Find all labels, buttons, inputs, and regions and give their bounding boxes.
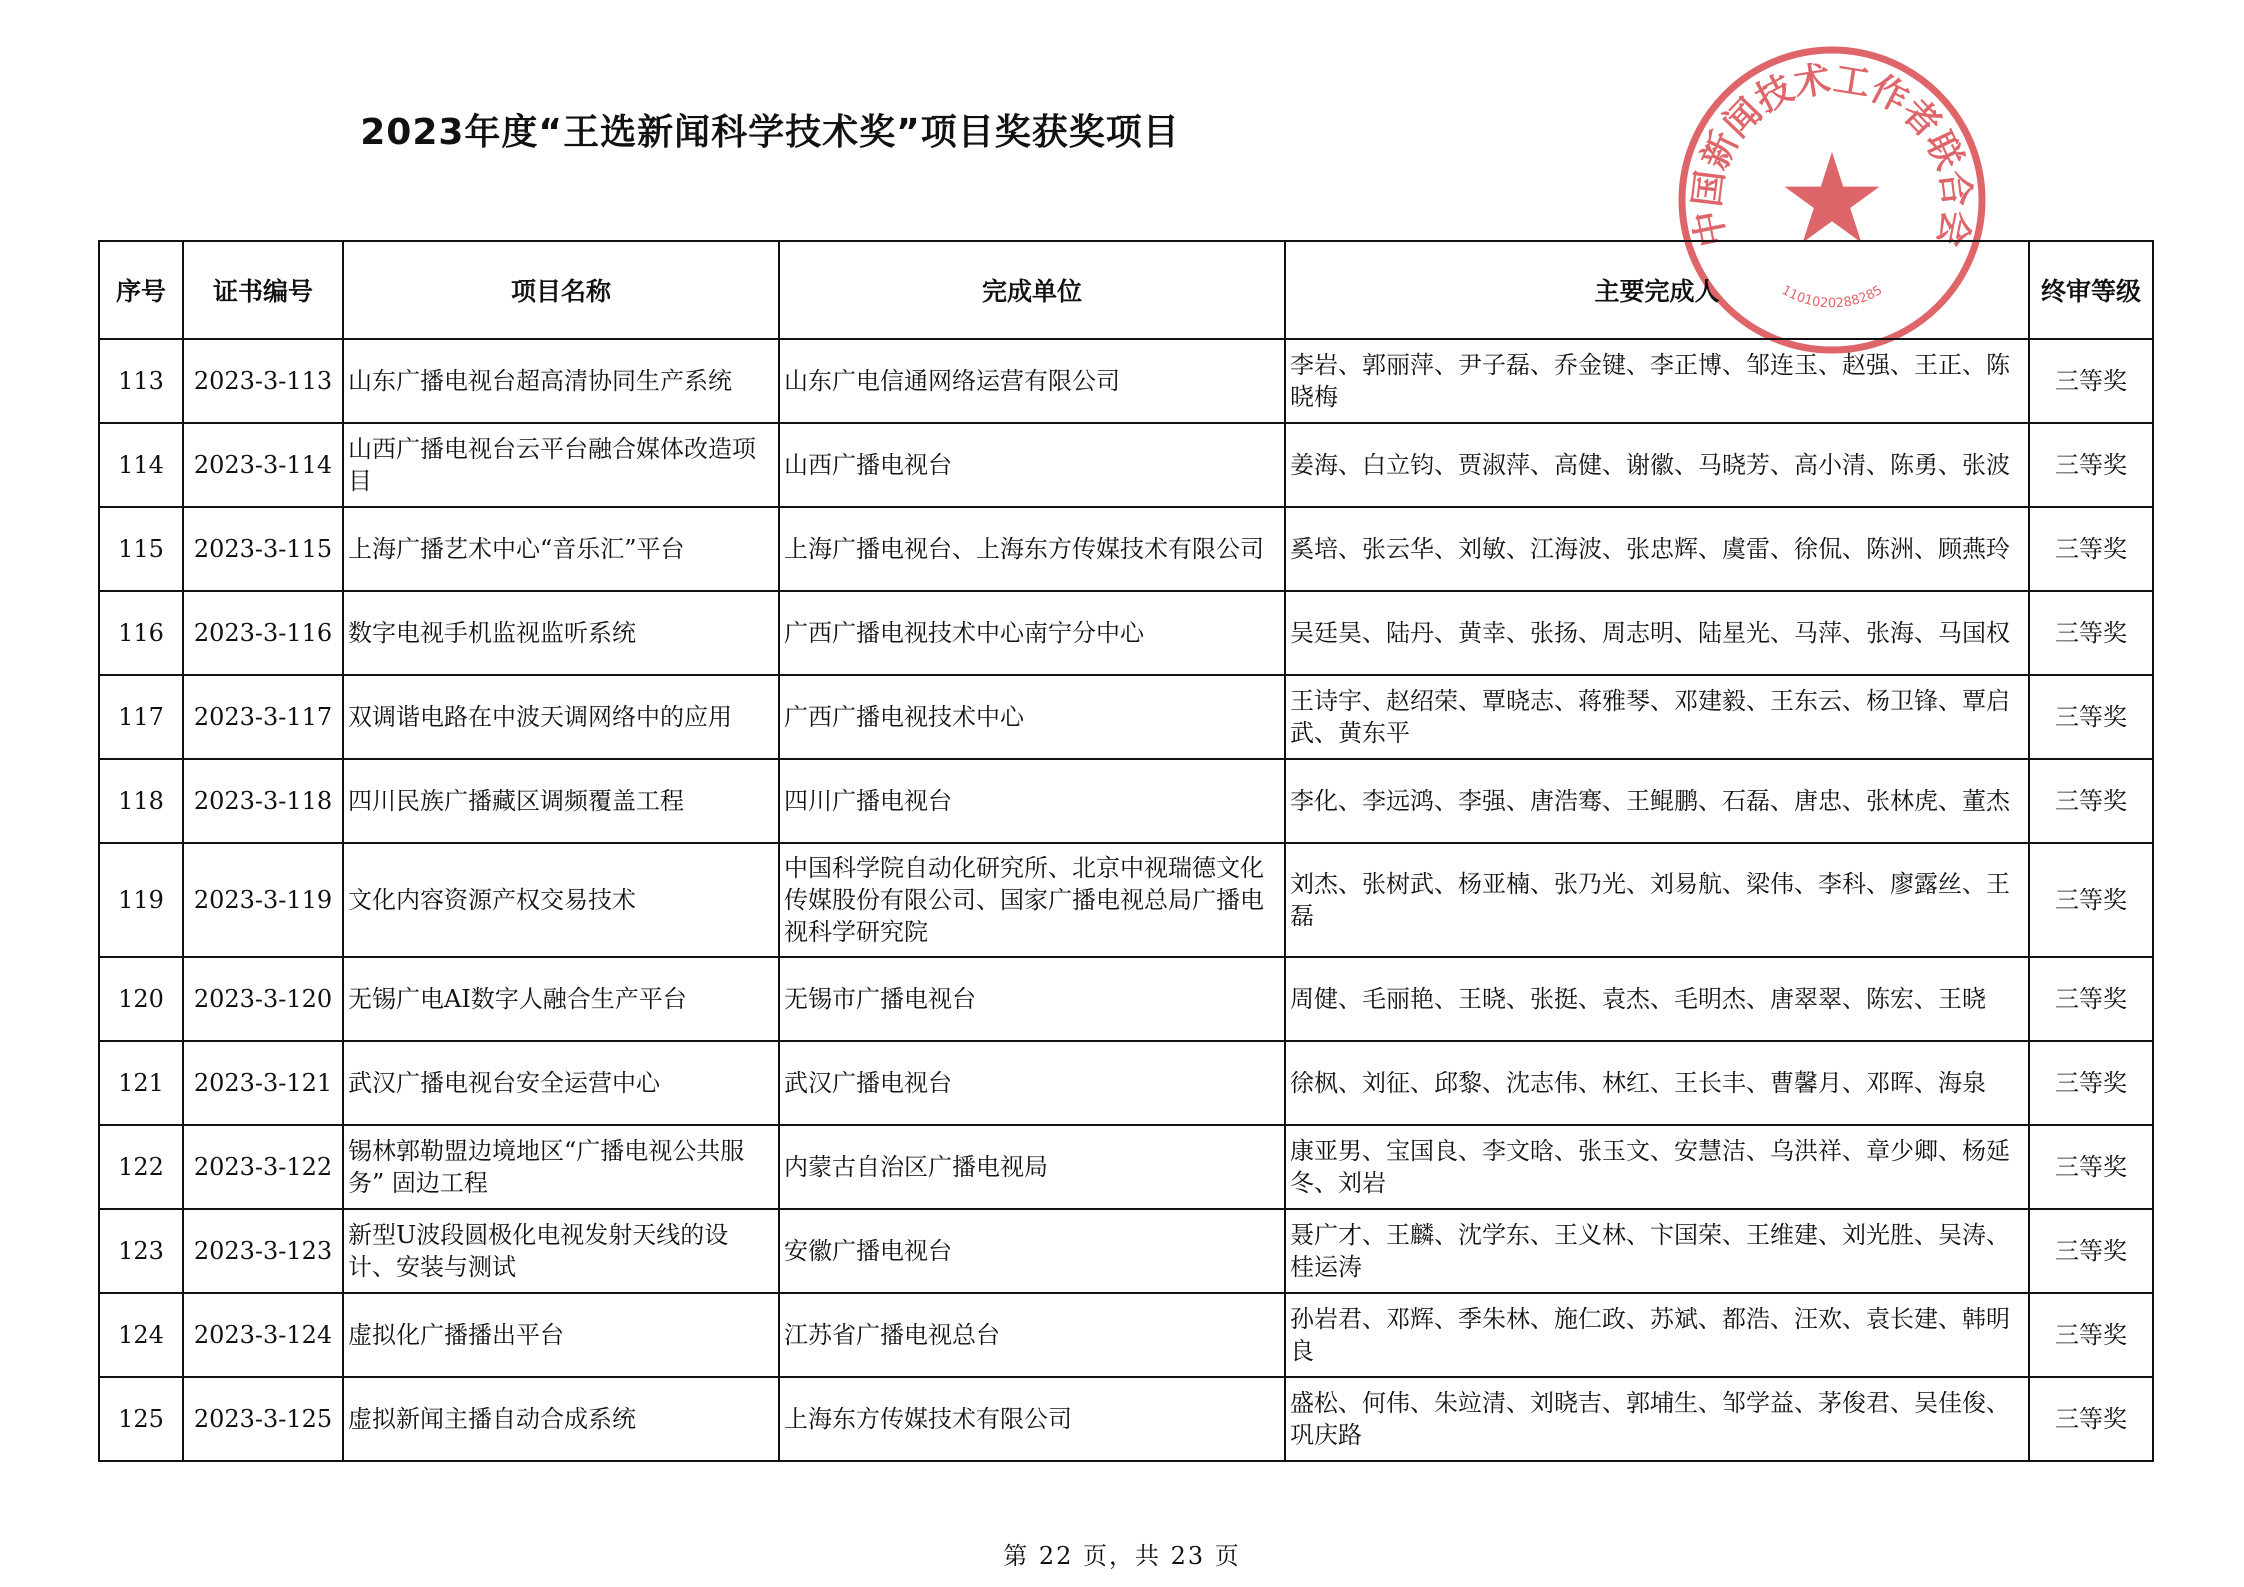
row-project-name: 锡林郭勒盟边境地区“广播电视公共服务” 固边工程 (343, 1125, 779, 1209)
row-project-name: 无锡广电AI数字人融合生产平台 (343, 957, 779, 1041)
row-main-contributors: 盛松、何伟、朱竝清、刘晓吉、郭埔生、邹学益、茅俊君、吴佳俊、巩庆路 (1285, 1377, 2029, 1461)
row-final-grade: 三等奖 (2029, 675, 2153, 759)
row-certificate-number: 2023-3-118 (183, 759, 343, 843)
row-serial-number: 119 (99, 843, 183, 957)
seal-serial-text: 1101020288285 (1778, 283, 1886, 312)
page-footer: 第 22 页，共 23 页 (1003, 1542, 1241, 1570)
row-completing-unit: 安徽广播电视台 (779, 1209, 1285, 1293)
row-project-name: 武汉广播电视台安全运营中心 (343, 1041, 779, 1125)
row-main-contributors: 聂广才、王麟、沈学东、王义林、卞国荣、王维建、刘光胜、吴涛、桂运涛 (1285, 1209, 2029, 1293)
row-final-grade: 三等奖 (2029, 339, 2153, 423)
row-final-grade: 三等奖 (2029, 423, 2153, 507)
seal-org-text: 中国新闻技术工作者联合会 (1686, 58, 1978, 251)
row-certificate-number: 2023-3-114 (183, 423, 343, 507)
row-final-grade: 三等奖 (2029, 1377, 2153, 1461)
row-completing-unit: 广西广播电视技术中心南宁分中心 (779, 591, 1285, 675)
header-certificate-number: 证书编号 (183, 241, 343, 339)
row-serial-number: 122 (99, 1125, 183, 1209)
table-row (99, 759, 2153, 843)
row-main-contributors: 徐枫、刘征、邱黎、沈志伟、林红、王长丰、曹馨月、邓晖、海泉 (1285, 1041, 2029, 1125)
row-serial-number: 123 (99, 1209, 183, 1293)
table-row (99, 1293, 2153, 1377)
row-project-name: 四川民族广播藏区调频覆盖工程 (343, 759, 779, 843)
header-completing-unit: 完成单位 (779, 241, 1285, 339)
table-row (99, 507, 2153, 591)
table-row (99, 1041, 2153, 1125)
row-serial-number: 125 (99, 1377, 183, 1461)
row-completing-unit: 山东广电信通网络运营有限公司 (779, 339, 1285, 423)
row-certificate-number: 2023-3-125 (183, 1377, 343, 1461)
table-row (99, 423, 2153, 507)
table-row (99, 1209, 2153, 1293)
row-main-contributors: 刘杰、张树武、杨亚楠、张乃光、刘易航、梁伟、李科、廖露丝、王磊 (1285, 843, 2029, 957)
table-row (99, 339, 2153, 423)
row-certificate-number: 2023-3-123 (183, 1209, 343, 1293)
row-completing-unit: 江苏省广播电视总台 (779, 1293, 1285, 1377)
awards-table (98, 240, 2154, 1462)
table-row (99, 675, 2153, 759)
row-completing-unit: 广西广播电视技术中心 (779, 675, 1285, 759)
row-main-contributors: 王诗宇、赵绍荣、覃晓志、蒋雅琴、邓建毅、王东云、杨卫锋、覃启武、黄东平 (1285, 675, 2029, 759)
row-certificate-number: 2023-3-122 (183, 1125, 343, 1209)
row-final-grade: 三等奖 (2029, 957, 2153, 1041)
row-serial-number: 116 (99, 591, 183, 675)
row-completing-unit: 中国科学院自动化研究所、北京中视瑞德文化传媒股份有限公司、国家广播电视总局广播电视科学研究院 (779, 843, 1285, 957)
row-completing-unit: 无锡市广播电视台 (779, 957, 1285, 1041)
table-header-row (99, 241, 2153, 339)
row-project-name: 文化内容资源产权交易技术 (343, 843, 779, 957)
row-final-grade: 三等奖 (2029, 591, 2153, 675)
header-final-grade: 终审等级 (2029, 241, 2153, 339)
row-project-name: 上海广播艺术中心“音乐汇”平台 (343, 507, 779, 591)
row-serial-number: 121 (99, 1041, 183, 1125)
header-main-contributors: 主要完成人 (1285, 241, 2029, 339)
row-certificate-number: 2023-3-121 (183, 1041, 343, 1125)
row-serial-number: 120 (99, 957, 183, 1041)
row-final-grade: 三等奖 (2029, 1041, 2153, 1125)
row-main-contributors: 孙岩君、邓辉、季朱林、施仁政、苏斌、都浩、汪欢、袁长建、韩明良 (1285, 1293, 2029, 1377)
row-certificate-number: 2023-3-117 (183, 675, 343, 759)
row-completing-unit: 武汉广播电视台 (779, 1041, 1285, 1125)
table-row (99, 957, 2153, 1041)
row-main-contributors: 李化、李远鸿、李强、唐浩骞、王鲲鹏、石磊、唐忠、张林虎、董杰 (1285, 759, 2029, 843)
row-main-contributors: 周健、毛丽艳、王晓、张挺、袁杰、毛明杰、唐翠翠、陈宏、王晓 (1285, 957, 2029, 1041)
row-serial-number: 118 (99, 759, 183, 843)
table-row (99, 1125, 2153, 1209)
page-title: 2023年度“王选新闻科学技术奖”项目奖获奖项目 (360, 112, 1180, 153)
row-serial-number: 114 (99, 423, 183, 507)
row-project-name: 山东广播电视台超高清协同生产系统 (343, 339, 779, 423)
table-row (99, 1377, 2153, 1461)
row-project-name: 新型U波段圆极化电视发射天线的设计、安装与测试 (343, 1209, 779, 1293)
row-final-grade: 三等奖 (2029, 507, 2153, 591)
row-main-contributors: 康亚男、宝国良、李文晗、张玉文、安慧洁、乌洪祥、章少卿、杨延冬、刘岩 (1285, 1125, 2029, 1209)
row-project-name: 虚拟新闻主播自动合成系统 (343, 1377, 779, 1461)
row-certificate-number: 2023-3-113 (183, 339, 343, 423)
row-completing-unit: 内蒙古自治区广播电视局 (779, 1125, 1285, 1209)
row-final-grade: 三等奖 (2029, 1293, 2153, 1377)
row-project-name: 数字电视手机监视监听系统 (343, 591, 779, 675)
table-row (99, 591, 2153, 675)
row-project-name: 双调谐电路在中波天调网络中的应用 (343, 675, 779, 759)
seal-star-icon (1784, 152, 1879, 243)
row-main-contributors: 李岩、郭丽萍、尹子磊、乔金键、李正博、邹连玉、赵强、王正、陈晓梅 (1285, 339, 2029, 423)
row-project-name: 虚拟化广播播出平台 (343, 1293, 779, 1377)
row-certificate-number: 2023-3-115 (183, 507, 343, 591)
row-serial-number: 113 (99, 339, 183, 423)
row-certificate-number: 2023-3-119 (183, 843, 343, 957)
row-completing-unit: 上海东方传媒技术有限公司 (779, 1377, 1285, 1461)
row-serial-number: 115 (99, 507, 183, 591)
row-main-contributors: 吴廷昊、陆丹、黄幸、张扬、周志明、陆星光、马萍、张海、马国权 (1285, 591, 2029, 675)
row-final-grade: 三等奖 (2029, 843, 2153, 957)
row-main-contributors: 姜海、白立钧、贾淑萍、高健、谢徽、马晓芳、高小清、陈勇、张波 (1285, 423, 2029, 507)
row-serial-number: 117 (99, 675, 183, 759)
row-main-contributors: 奚培、张云华、刘敏、江海波、张忠辉、虞雷、徐侃、陈洲、顾燕玲 (1285, 507, 2029, 591)
row-certificate-number: 2023-3-124 (183, 1293, 343, 1377)
row-certificate-number: 2023-3-116 (183, 591, 343, 675)
row-project-name: 山西广播电视台云平台融合媒体改造项目 (343, 423, 779, 507)
row-completing-unit: 四川广播电视台 (779, 759, 1285, 843)
header-serial-number: 序号 (99, 241, 183, 339)
header-project-name: 项目名称 (343, 241, 779, 339)
row-final-grade: 三等奖 (2029, 1209, 2153, 1293)
row-final-grade: 三等奖 (2029, 1125, 2153, 1209)
row-completing-unit: 山西广播电视台 (779, 423, 1285, 507)
table-row (99, 843, 2153, 957)
row-completing-unit: 上海广播电视台、上海东方传媒技术有限公司 (779, 507, 1285, 591)
row-final-grade: 三等奖 (2029, 759, 2153, 843)
row-serial-number: 124 (99, 1293, 183, 1377)
row-certificate-number: 2023-3-120 (183, 957, 343, 1041)
